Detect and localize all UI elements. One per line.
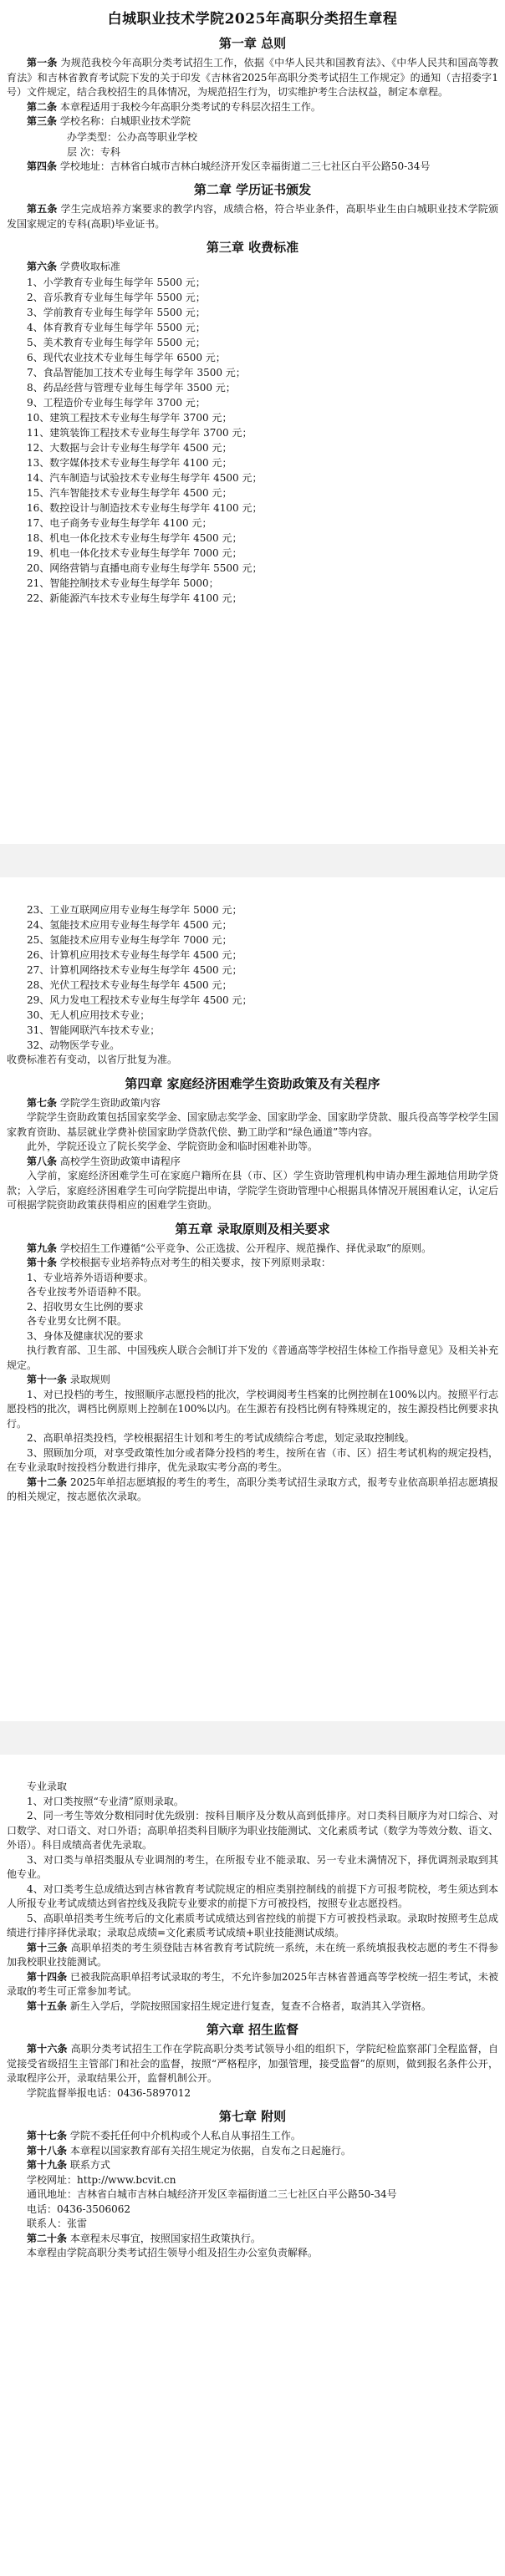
fee-list-part-2 [7,902,498,1053]
fee-item: 10、建筑工程技术专业每生每学年 3700 元； [27,411,232,424]
chapter-5-heading: 第五章 录取原则及相关要求 [175,1221,330,1237]
fee-item: 11、建筑装饰工程技术专业每生每学年 3700 元； [27,426,252,439]
article-11-body-2: 2、高职单招类投档，学校根据招生计划和考生的考试成绩综合考虑，划定录取控制线。 [27,1432,415,1444]
article-5: 第五条 学生完成培养方案要求的教学内容，成绩合格，符合毕业条件，高职毕业生由白城职业技术学院颁发国家规定的专科(高职)毕业证书。 [7,203,498,230]
article-20: 第二十条 本章程未尽事宜，按照国家招生政策执行。 [27,2232,261,2244]
fee-item: 26、计算机应用技术专业每生每学年 4500 元； [27,949,242,961]
admission-rule-2: 2、同一考生等效分数相同时优先级别：按科目顺序及分数从高到低排序。对口类科目顺序为对口综合、对口数学、对口语文、对口外语；高职单招类科目顺序为职业技能测试、文化素质考试（数学为等效分数、语文、外语）。科目成绩高者优先录取。 [7,1810,499,1851]
fee-item: 3、学前教育专业每生每学年 5500 元； [27,306,206,318]
article-11-body-3: 3、照顾加分项，对享受政策性加分或者降分投档的考生，按所在省（市、区）招生考试机构的规定投档，在专业录取时按投档分数进行排序，优先录取实考分高的考生。 [7,1446,498,1473]
fee-note: 收费标准若有变动，以省厅批复为准。 [7,1054,178,1065]
chapter-6-heading: 第六章 招生监督 [206,2022,299,2037]
article-10-body: 执行教育部、卫生部、中国残疾人联合会制订并下发的《普通高等学校招生体检工作指导意见》及相关补充规定。 [7,1344,499,1371]
document-title: 白城职业技术学院2025年高职分类招生章程 [107,11,398,28]
supervision-phone: 学院监督举报电话：0436-5897012 [27,2086,191,2099]
fee-item: 22、新能源汽车技术专业每生每学年 4100 元； [27,592,242,604]
article-3: 第三条 学校名称：白城职业技术学院 [27,115,191,127]
fee-item: 8、药品经营与管理专业每生每学年 3500 元； [27,381,236,394]
chapter-3-heading: 第三章 收费标准 [206,240,299,255]
article-7-body-2: 此外，学院还设立了院长奖学金、学院资助金和临时困难补助等。 [27,1141,319,1152]
fee-item: 16、数控设计与制造技术专业每生每学年 4100 元； [27,501,263,514]
article-12: 第十二条 2025年单招志愿填报的考生的考生，高职分类考试招生录取方式，报考专业依高职单招志愿填报的相关规定，按志愿依次录取。 [7,1476,498,1502]
school-type: 办学类型：公办高等职业学校 [67,130,198,143]
fee-item: 7、食品智能加工技术专业每生每学年 3500 元； [27,366,246,379]
article-16: 第十六条 高职分类考试招生工作在学院高职分类考试领导小组的组织下，学院纪检监察部门全程监督，自觉接受省级招生主管部门和社会的监督，按照“严格程序，加强管理，接受监督”的原则，做到报名条件公开，录取程序公开，录取结果公开，监督机制公开。 [7,2043,498,2084]
article-15: 第十五条 新生入学后，学院按照国家招生规定进行复查，复查不合格者，取消其入学资格。 [27,1999,431,2012]
chapter-1-heading: 第一章 总则 [218,36,287,51]
fee-item: 4、体育教育专业每生每学年 5500 元； [27,321,206,333]
fee-item: 31、智能网联汽车技术专业； [27,1024,161,1036]
school-level: 层 次：专科 [67,145,120,158]
article-7-body-1: 学院学生资助政策包括国家奖学金、国家励志奖学金、国家助学金、国家助学贷款、服兵役高等学校学生国家教育资助、基层就业学费补偿国家助学贷款代偿、勤工助学和“绿色通道”等内容。 [7,1111,499,1138]
fee-item: 12、大数据与会计专业每生每学年 4500 元； [27,441,232,454]
admission-rule-5: 5、高职单招类考生统考后的文化素质考试成绩达到省控线的前提下方可被投档录取。录取时按照考生总成绩进行排序择优录取；录取总成绩=文化素质考试成绩+职业技能测试成绩。 [7,1912,498,1938]
final-statement: 本章程由学院高职分类考试招生领导小组及招生办公室负责解释。 [27,2247,319,2258]
contact-person: 联系人：张雷 [27,2218,88,2229]
fee-list-part-1 [7,275,498,606]
fee-item: 13、数字媒体技术专业每生每学年 4100 元； [27,456,232,469]
article-2: 第二条 本章程适用于我校今年高职分类考试的专科层次招生工作。 [27,100,321,113]
chapter-7-heading: 第七章 附则 [218,2109,287,2124]
fee-item: 30、无人机应用技术专业； [27,1009,150,1021]
fee-item: 19、机电一体化技术专业每生每学年 7000 元； [27,546,242,559]
article-8: 第八条 高校学生资助政策申请程序 [27,1155,181,1167]
section-admission: 专业录取 [27,1781,68,1792]
article-10-item-3: 2、招收男女生比例的要求 [27,1300,144,1313]
article-18: 第十八条 本章程以国家教育部有关招生规定为依据，自发布之日起施行。 [27,2144,351,2157]
article-10-item-4: 各专业男女比例不限。 [27,1315,128,1327]
article-6: 第六条 学费收取标准 [27,261,120,272]
article-10-item-5: 3、身体及健康状况的要求 [27,1329,144,1342]
fee-item: 27、计算机网络技术专业每生每学年 4500 元； [27,964,242,976]
school-website: 学校网址：http://www.bcvit.cn [27,2173,176,2186]
article-17: 第十七条 学院不委托任何中介机构或个人私自从事招生工作。 [27,2130,301,2142]
fee-item: 21、智能控制技术专业每生每学年 5000； [27,577,219,589]
school-address: 通讯地址：吉林省白城市吉林白城经济开发区幸福街道二三七社区白平公路50-34号 [27,2188,397,2200]
fee-item: 5、美术教育专业每生每学年 5500 元； [27,336,206,348]
article-8-body: 入学前，家庭经济困难学生可在家庭户籍所在县（市、区）学生资助管理机构申请办理生源地信用助学贷款；入学后，家庭经济困难学生可向学院提出申请，学院学生资助管理中心根据具体情况开展困难认定，认定后可根据学院资助政策获得相应的困难学生资助。 [7,1170,499,1211]
fee-item: 9、工程造价专业每生每学年 3700 元； [27,396,206,409]
article-14: 第十四条 已被我院高职单招考试录取的考生，不允许参加2025年吉林省普通高等学校统一招生考试，未被录取的考生可正常参加考试。 [7,1970,498,1997]
chapter-4-heading: 第四章 家庭经济困难学生资助政策及有关程序 [125,1075,380,1091]
fee-item: 25、氢能技术应用专业每生每学年 7000 元； [27,934,232,946]
article-11-body-1: 1、对已投档的考生，按照顺序志愿投档的批次，学校调阅考生档案的比例控制在100%以内。按照平行志愿投档的批次，调档比例原则上控制在100%以内。在生源若有投档比例有特殊规定的，按生源投档比例要求执行。 [7,1388,498,1430]
document-page-1 [0,0,505,844]
article-13: 第十三条 高职单招类的考生须登陆吉林省教育考试院统一系统，未在统一系统填报我校志愿的考生不得参加我校职业技能测试。 [7,1941,498,1968]
article-10-item-1: 1、专业培养外语语种要求。 [27,1271,154,1283]
page-gap [0,844,505,877]
fee-item: 6、现代农业技术专业每生每学年 6500 元； [27,351,226,363]
fee-item: 20、网络营销与直播电商专业每生每学年 5500 元； [27,561,263,574]
article-10: 第十条 学校根据专业培养特点对考生的相关要求，按下列原则录取： [27,1257,331,1268]
fee-item: 1、小学教育专业每生每学年 5500 元； [27,276,206,288]
fee-item: 23、工业互联网应用专业每生每学年 5000 元； [27,904,242,916]
document-page-2 [0,877,505,1721]
article-10-item-2: 各专业按考外语语种不限。 [27,1286,148,1298]
fee-item: 32、动物医学专业。 [27,1039,120,1051]
admission-rule-1: 1、对口类按照“专业清”原则录取。 [27,1795,184,1807]
document-page-3 [0,1755,505,2576]
fee-item: 29、风力发电工程技术专业每生每学年 4500 元； [27,994,252,1006]
page-gap [0,1721,505,1755]
article-4: 第四条 学校地址：吉林省白城市吉林白城经济开发区幸福街道二三七社区白平公路50-34号 [27,160,431,172]
article-1: 第一条 为规范我校今年高职分类考试招生工作，依据《中华人民共和国教育法》、《中华人民共和国高等教育法》和吉林省教育考试院下发的关于印发《吉林省2025年高职分类考试招生工作规定》的通知（吉招委字1号）文件规定，结合我校招生的具体情况，为规范招生行为，切实维护考生合法权益，制定本章程。 [7,57,498,98]
chapter-2-heading: 第二章 学历证书颁发 [193,182,312,197]
fee-item: 15、汽车智能技术专业每生每学年 4500 元； [27,486,232,499]
admission-rule-4: 4、对口类考生总成绩达到吉林省教育考试院规定的相应类别控制线的前提下方可报考院校，考生须达到本人所报专业考试成绩达到省控线及我院专业要求的前提下方可被投档，按照专业志愿投档。 [7,1882,498,1909]
article-19: 第十九条 联系方式 [27,2159,110,2171]
fee-item: 28、光伏工程技术专业每生每学年 4500 元； [27,979,232,991]
admission-rule-3: 3、对口类与单招类服从专业调剂的考生，在所报专业不能录取、另一专业未满情况下，择优调剂录取到其他专业。 [7,1853,498,1880]
fee-item: 17、电子商务专业每生每学年 4100 元； [27,516,212,529]
article-11: 第十一条 录取规则 [27,1374,110,1385]
article-9: 第九条 学校招生工作遵循“公平竞争、公正选拔、公开程序、规范操作、择优录取”的原则。 [27,1242,432,1254]
contact-phone: 电话：0436-3506062 [27,2203,131,2215]
article-7: 第七条 学院学生资助政策内容 [27,1096,161,1109]
fee-item: 18、机电一体化技术专业每生每学年 4500 元； [27,531,242,544]
fee-item: 24、氢能技术应用专业每生每学年 4500 元； [27,919,232,931]
fee-item: 14、汽车制造与试验技术专业每生每学年 4500 元； [27,471,263,484]
fee-item: 2、音乐教育专业每生每学年 5500 元； [27,291,206,303]
